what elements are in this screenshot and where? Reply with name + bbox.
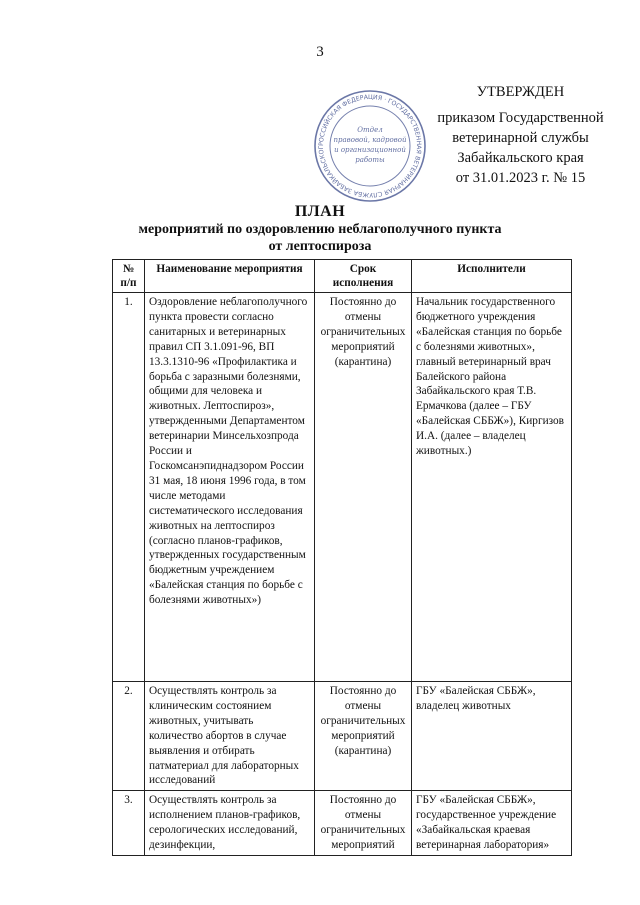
approval-line: ветеринарной службы	[452, 130, 589, 146]
plan-table	[112, 259, 572, 856]
approval-line: Забайкальского края	[457, 150, 584, 166]
official-stamp	[312, 88, 428, 204]
approval-block	[418, 82, 623, 188]
page-number: 3	[316, 44, 324, 60]
table-row	[113, 791, 572, 856]
title-main: ПЛАН	[294, 203, 346, 220]
approval-line: приказом Государственной	[437, 110, 604, 126]
stamp-ring-text: РОССИЙСКАЯ ФЕДЕРАЦИЯ · ГОСУДАРСТВЕННАЯ ВЕТЕРИНАРНАЯ СЛУЖБА ЗАБАЙКАЛЬСКОГ	[317, 93, 423, 199]
row-term: Постоянно до отмены ограничительных мероприятий (карантина)	[315, 682, 412, 791]
row-executors: Начальник государственного бюджетного учреждения «Балейская станция по борьбе с болезнями животных», главный ветеринарный врач Балейского района Забайкальского края Т.В. Ермачкова (далее – ГБУ «Балейская СББЖ»), Киргизов И.А. (далее – владелец животных.)	[412, 293, 572, 682]
header-action: Наименование мероприятия	[145, 260, 315, 293]
row-number: 3.	[113, 791, 145, 856]
approval-date: от 31.01.2023 г. № 15	[455, 170, 586, 186]
stamp-seal-icon	[312, 88, 428, 204]
approval-heading: УТВЕРЖДЕН	[476, 84, 565, 100]
row-executors: ГБУ «Балейская СББЖ», владелец животных	[412, 682, 572, 791]
row-term: Постоянно до отмены ограничительных мероприятий	[315, 791, 412, 856]
row-number: 2.	[113, 682, 145, 791]
row-number: 1.	[113, 293, 145, 682]
header-executors: Исполнители	[412, 260, 572, 293]
table-header-row	[113, 260, 572, 293]
stamp-center-line4: работы	[355, 156, 385, 164]
stamp-center-line3: и организационной	[334, 146, 406, 154]
document-title	[0, 203, 640, 255]
row-action: Осуществлять контроль за клиническим состоянием животных, учитывать количество абортов в случае выявления и отбирать патматериал для лабораторных исследований	[145, 682, 315, 791]
stamp-center-line2: правовой, кадровой	[333, 136, 407, 144]
row-action: Оздоровление неблагополучного пункта провести согласно санитарных и ветеринарных правил СП 3.1.091-96, ВП 13.3.1310-96 «Профилактика и борьба с заразными болезнями, общими для человека и животных. Лептоспироз», утвержденными Департаментом ветеринарии Минсельхозпрода России и Госкомсанэпиднадзором России 31 мая, 18 июня 1996 года, в том числе методами систематического исследования животных на лептоспироз (согласно планов-графиков, утвержденных государственным бюджетным учреждением «Балейская станция по борьбе с болезнями животных»)	[145, 293, 315, 682]
title-sub: мероприятий по оздоровлению неблагополучного пункта	[138, 222, 502, 237]
row-term: Постоянно до отмены ограничительных мероприятий (карантина)	[315, 293, 412, 682]
title-sub: от лептоспироза	[268, 239, 372, 254]
row-action: Осуществлять контроль за исполнением планов-графиков, серологических исследований, дезинфекции,	[145, 791, 315, 856]
row-executors: ГБУ «Балейская СББЖ», государственное учреждение «Забайкальская краевая ветеринарная лаборатория»	[412, 791, 572, 856]
table-row	[113, 293, 572, 682]
header-number: № п/п	[113, 260, 145, 293]
header-term: Срок исполнения	[315, 260, 412, 293]
table-row	[113, 682, 572, 791]
stamp-center-line1: Отдел	[357, 126, 383, 134]
